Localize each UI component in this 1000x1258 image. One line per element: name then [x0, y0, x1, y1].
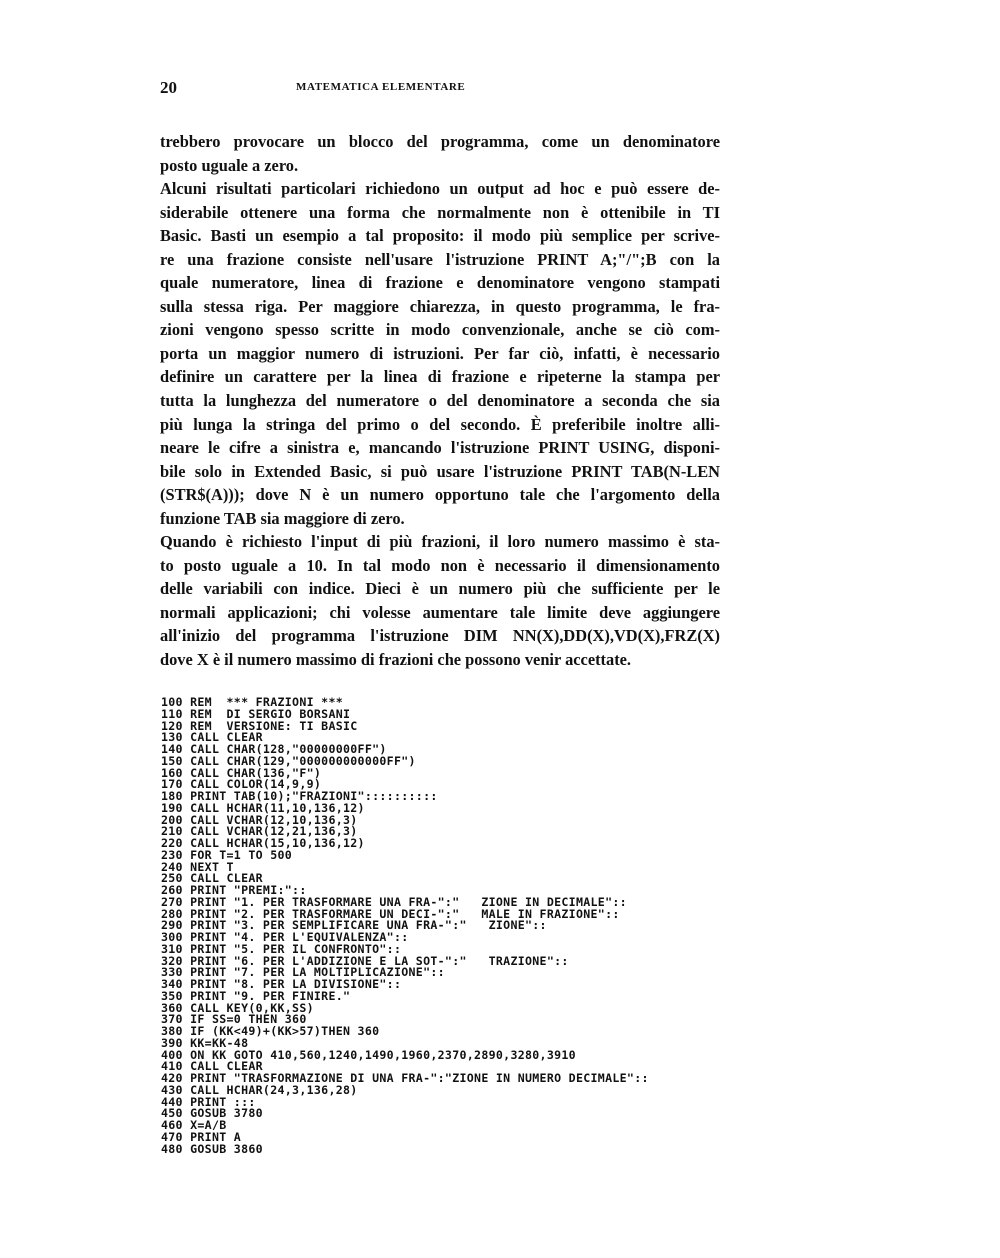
- code-line: 450 GOSUB 3780: [161, 1106, 263, 1121]
- code-line: 180 PRINT TAB(10);"FRAZIONI"::::::::::: [161, 789, 438, 803]
- body-line: funzione TAB sia maggiore di zero.: [160, 508, 405, 528]
- code-line: 160 CALL CHAR(136,"F"): [161, 765, 322, 780]
- body-line: trebbero provocare un blocco del programma, come un denominatore: [160, 132, 720, 151]
- code-line: 200 CALL VCHAR(12,10,136,3): [161, 812, 358, 827]
- code-line: 390 KK=KK-48: [161, 1035, 249, 1050]
- body-line: re una frazione consiste nell'usare l'istruzione PRINT A;"/";B con la: [160, 249, 720, 269]
- code-line: 380 IF (KK<49)+(KK>57)THEN 360: [161, 1024, 380, 1038]
- code-line: 470 PRINT A: [161, 1129, 242, 1144]
- body-line: neare le cifre a sinistra e, mancando l'istruzione PRINT USING, disponi-: [160, 438, 720, 458]
- body-line: Basic. Basti un esempio a tal proposito: il modo più semplice per scrive-: [160, 226, 720, 246]
- code-line: 370 IF SS=0 THEN 360: [161, 1012, 307, 1027]
- code-line: 190 CALL HCHAR(11,10,136,12): [161, 800, 365, 815]
- code-line: 300 PRINT "4. PER L'EQUIVALENZA"::: [161, 930, 409, 944]
- body-line: to posto uguale a 10. In tal modo non è necessario il dimensionamento: [160, 555, 720, 575]
- code-line: 290 PRINT "3. PER SEMPLIFICARE UNA FRA-":" ZIONE"::: [161, 918, 547, 933]
- body-line: sulla stessa riga. Per maggiore chiarezza, in questo programma, le fra-: [160, 296, 720, 316]
- body-line: Alcuni risultati particolari richiedono un output ad hoc e può essere de-: [160, 179, 720, 199]
- code-line: 350 PRINT "9. PER FINIRE.": [161, 988, 351, 1003]
- code-line: 310 PRINT "5. PER IL CONFRONTO"::: [161, 941, 402, 956]
- code-line: 230 FOR T=1 TO 500: [161, 847, 293, 862]
- body-line: Quando è richiesto l'input di più frazioni, il loro numero massimo è sta-: [160, 532, 720, 552]
- body-line: normali applicazioni; chi volesse aumentare tale limite deve aggiungere: [160, 602, 720, 622]
- code-line: 320 PRINT "6. PER L'ADDIZIONE E LA SOT-":" TRAZIONE"::: [161, 953, 569, 968]
- body-line: quale numeratore, linea di frazione e denominatore vengono stampati: [160, 273, 720, 293]
- basic-program-listing: [161, 697, 649, 1155]
- code-line: 140 CALL CHAR(128,"00000000FF"): [161, 742, 387, 756]
- code-line: 210 CALL VCHAR(12,21,136,3): [161, 824, 358, 839]
- body-line: zioni vengono spesso scritte in modo convenzionale, anche se ciò com-: [160, 320, 720, 340]
- code-line: 110 REM DI SERGIO BORSANI: [161, 706, 351, 721]
- code-line: 270 PRINT "1. PER TRASFORMARE UNA FRA-":" ZIONE IN DECIMALE"::: [161, 894, 627, 909]
- code-line: 150 CALL CHAR(129,"000000000000FF"): [161, 753, 416, 768]
- code-line: 420 PRINT "TRASFORMAZIONE DI UNA FRA-":"ZIONE IN NUMERO DECIMALE"::: [161, 1071, 649, 1085]
- body-line: bile solo in Extended Basic, si può usare l'istruzione PRINT TAB(N-LEN: [160, 461, 720, 481]
- code-line: 130 CALL CLEAR: [161, 730, 263, 745]
- code-line: 250 CALL CLEAR: [161, 871, 263, 886]
- code-line: 440 PRINT :::: [161, 1094, 256, 1109]
- code-line: 430 CALL HCHAR(24,3,136,28): [161, 1082, 358, 1097]
- code-line: 260 PRINT "PREMI:"::: [161, 883, 307, 897]
- body-line: all'inizio del programma l'istruzione DIM NN(X),DD(X),VD(X),FRZ(X): [160, 626, 720, 646]
- page-number: 20: [160, 78, 177, 97]
- code-line: 480 GOSUB 3860: [161, 1141, 263, 1156]
- code-line: 240 NEXT T: [161, 859, 234, 874]
- body-line: posto uguale a zero.: [160, 155, 299, 175]
- body-line: (STR$(A))); dove N è un numero opportuno tale che l'argomento della: [160, 485, 720, 505]
- body-line: delle variabili con indice. Dieci è un numero più che sufficiente per le: [160, 579, 720, 599]
- body-line: porta un maggior numero di istruzioni. Per far ciò, infatti, è necessario: [160, 343, 720, 363]
- code-line: 170 CALL COLOR(14,9,9): [161, 777, 322, 792]
- code-line: 220 CALL HCHAR(15,10,136,12): [161, 836, 365, 850]
- code-line: 410 CALL CLEAR: [161, 1059, 263, 1074]
- body-text: [160, 130, 720, 672]
- body-line: siderabile ottenere una forma che normalmente non è ottenibile in TI: [160, 202, 720, 222]
- code-line: 120 REM VERSIONE: TI BASIC: [161, 718, 358, 733]
- body-line: dove X è il numero massimo di frazioni che possono venir accettate.: [160, 650, 632, 670]
- code-line: 400 ON KK GOTO 410,560,1240,1490,1960,2370,2890,3280,3910: [161, 1047, 576, 1062]
- code-line: 280 PRINT "2. PER TRASFORMARE UN DECI-":" MALE IN FRAZIONE"::: [161, 906, 620, 921]
- body-line: più lunga la stringa del primo o del secondo. È preferibile inoltre alli-: [160, 414, 720, 434]
- code-line: 330 PRINT "7. PER LA MOLTIPLICAZIONE"::: [161, 965, 445, 980]
- code-line: 100 REM *** FRAZIONI ***: [161, 695, 344, 709]
- code-line: 340 PRINT "8. PER LA DIVISIONE"::: [161, 977, 402, 991]
- running-title: MATEMATICA ELEMENTARE: [296, 81, 466, 93]
- body-line: tutta la lunghezza del numeratore o del denominatore a seconda che sia: [160, 391, 720, 411]
- body-line: definire un carattere per la linea di frazione e ripeterne la stampa per: [160, 367, 720, 387]
- code-line: 460 X=A/B: [161, 1118, 227, 1132]
- code-line: 360 CALL KEY(0,KK,SS): [161, 1000, 314, 1015]
